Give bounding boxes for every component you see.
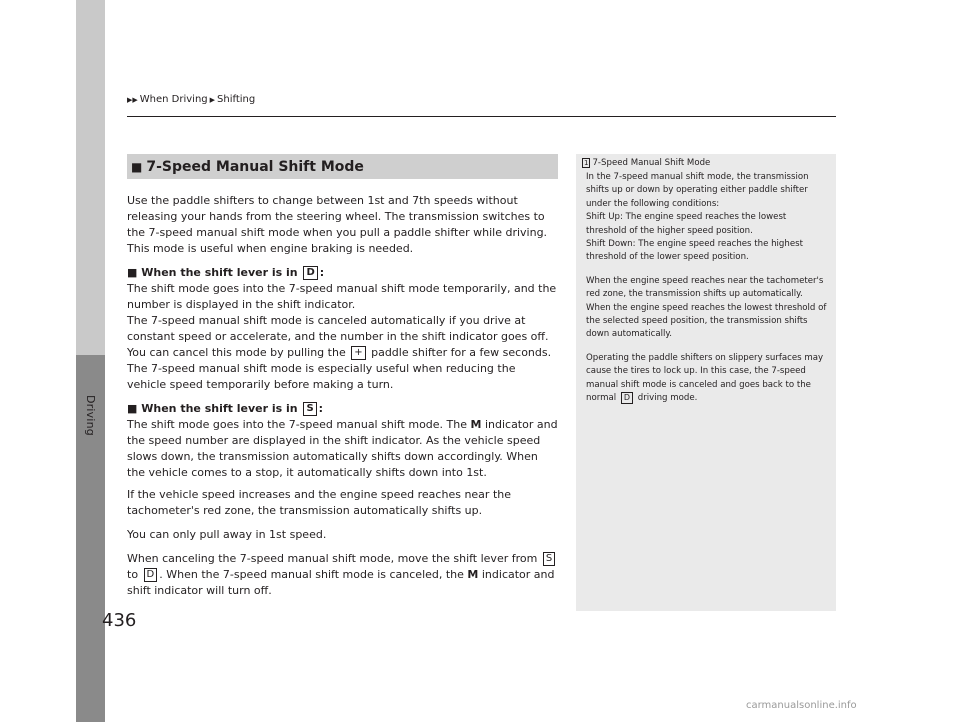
subheading-d [127,265,558,281]
subheading-text: When the shift lever is in [141,402,302,415]
key-d-icon: D [303,266,317,280]
key-d-icon: D [144,568,158,582]
subheading-suffix: : [318,402,324,415]
sidebar-paragraph: In the 7-speed manual shift mode, the transmission shifts up or down by operating either paddle shifter under the following conditions: [586,172,809,209]
text: Operating the paddle shifters on slippery surfaces may cause the tires to lock up. In this case, the 7-speed manual shift mode is canceled and goes back to the normal [586,352,824,404]
paragraph: The 7-speed manual shift mode is canceled automatically if you drive at constant speed or accelerate, and the number in the shift indicator goes off. [127,314,549,343]
plus-key-icon: + [351,346,365,360]
text: to [127,568,142,581]
text: When canceling the 7-speed manual shift mode, move the shift lever from [127,552,541,565]
paragraph [127,345,558,361]
sidebar-paragraph [576,352,836,406]
paragraph [127,551,558,599]
square-bullet-icon: ■ [127,266,138,279]
main-content [127,154,558,599]
watermark: carmanualsonline.info [746,700,857,711]
subheading-s [127,401,558,417]
chevron-right-icon: ▶▶ [127,95,138,104]
paragraph: You can only pull away in 1st speed. [127,528,327,541]
chevron-right-icon: ▶ [209,95,216,104]
chapter-label: Driving [84,395,97,436]
paragraph: If the vehicle speed increases and the engine speed reaches near the tachometer's red zone, the transmission automatically shifts up. [127,488,511,517]
reference-icon: 1 [584,159,589,167]
subheading-suffix: : [319,266,325,279]
key-s-icon: S [543,552,555,566]
square-bullet-icon: ■ [131,159,143,174]
paragraph: The 7-speed manual shift mode is especially useful when reducing the vehicle speed temporarily before making a turn. [127,362,516,391]
page-number: 436 [102,610,137,631]
square-bullet-icon: ■ [127,402,138,415]
sidebar-title: 7-Speed Manual Shift Mode [592,158,711,168]
m-indicator-text: M [467,568,479,581]
header-rule [127,116,836,117]
breadcrumb-item[interactable]: When Driving [139,94,208,105]
text: . When the 7-speed manual shift mode is canceled, the [159,568,468,581]
sidebar-heading [576,154,836,171]
text: driving mode. [635,393,698,404]
text: indicator and shift indicator will turn off. [127,568,555,597]
sidebar-paragraph: When the engine speed reaches near the tachometer's red zone, the transmission shifts up automatically. [586,275,824,300]
subheading-text: When the shift lever is in [141,266,302,279]
text: paddle shifter for a few seconds. [367,346,552,359]
text: You can cancel this mode by pulling the [127,346,350,359]
key-s-icon: S [303,402,316,416]
breadcrumb [127,94,255,105]
m-indicator-text: M [470,418,482,431]
sidebar-paragraph: When the engine speed reaches the lowest threshold of the selected speed position, the transmission shifts down automatically. [586,302,827,340]
paragraph [127,417,558,481]
section-title: 7-Speed Manual Shift Mode [146,158,364,175]
key-d-icon: D [621,392,633,404]
sidebar-note [576,154,836,611]
sidebar-paragraph: Shift Down: The engine speed reaches the highest threshold of the lower speed position. [586,239,803,263]
breadcrumb-item[interactable]: Shifting [217,94,256,105]
sidebar-paragraph: Shift Up: The engine speed reaches the lowest threshold of the higher speed position. [586,212,787,236]
side-tab-highlight [76,0,105,355]
paragraph: The shift mode goes into the 7-speed manual shift mode temporarily, and the number is displayed in the shift indicator. [127,282,557,311]
section-heading [127,154,558,179]
text: indicator and the speed number are displayed in the shift indicator. As the vehicle speed slows down, the transmission automatically shifts down accordingly. When the vehicle comes to a stop, it automatically shifts down into 1st. [127,418,558,479]
text: The shift mode goes into the 7-speed manual shift mode. The [127,418,471,431]
intro-paragraph: Use the paddle shifters to change between 1st and 7th speeds without releasing your hands from the steering wheel. The transmission switches to the 7-speed manual shift mode when you pull a paddle shifter while driving. This mode is useful when engine braking is needed. [127,194,548,255]
